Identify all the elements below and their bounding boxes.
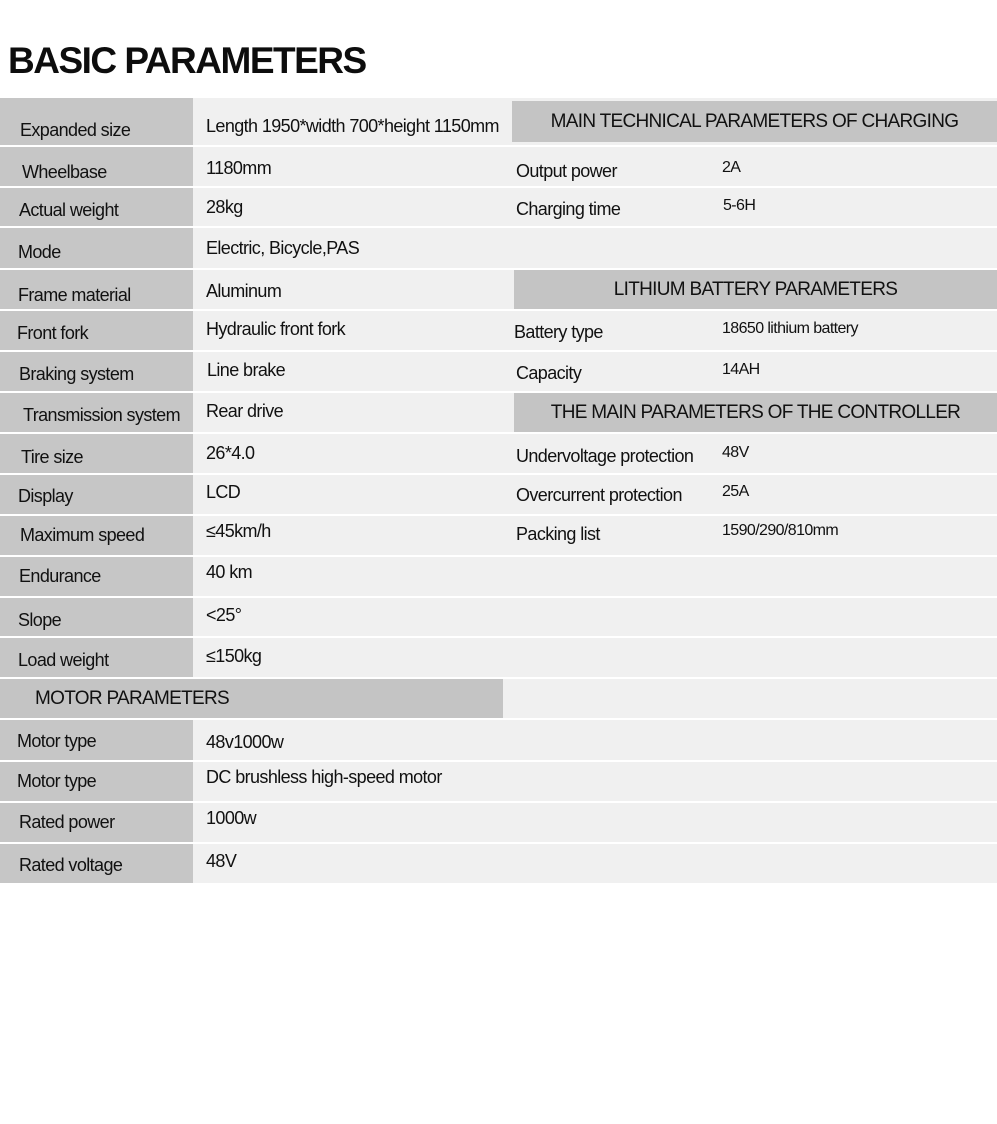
spec-label: Rated power [19,812,115,832]
spec-label: Undervoltage protection [516,446,694,466]
spec-label: Display [18,486,73,506]
spec-value: 1180mm [206,158,272,178]
spec-label: Motor type [17,731,97,751]
spec-label: Battery type [514,322,603,342]
spec-value: 14AH [722,361,760,378]
spec-label: Charging time [516,199,621,219]
spec-value: 40 km [206,562,253,582]
controller-section-header: THE MAIN PARAMETERS OF THE CONTROLLER [514,393,997,432]
spec-value: 25A [722,483,749,500]
table-row [0,147,997,186]
spec-label: Frame material [18,285,131,305]
table-row [0,188,997,226]
spec-label: Tire size [21,447,83,467]
spec-value: 18650 lithium battery [722,320,858,337]
table-row [0,516,997,555]
spec-value: 48v1000w [206,732,284,752]
spec-label: Motor type [17,771,97,791]
spec-label: Maximum speed [20,525,145,545]
battery-section-header: LITHIUM BATTERY PARAMETERS [514,270,997,309]
spec-value: 5-6H [723,197,756,214]
table-row [0,638,997,677]
spec-label: Packing list [516,524,600,544]
spec-value: DC brushless high-speed motor [206,767,442,787]
spec-value: 48V [722,444,749,461]
spec-label: Mode [18,242,61,262]
table-row [0,598,997,636]
table-row [0,228,997,268]
spec-value: Aluminum [206,281,282,301]
spec-label: Transmission system [23,405,180,425]
spec-value: 2A [722,159,741,176]
motor-section-header: MOTOR PARAMETERS [0,679,503,718]
table-row [0,557,997,596]
table-row [0,844,997,883]
table-row [0,720,997,760]
spec-value: <25° [206,605,242,625]
spec-label: Load weight [18,650,109,670]
spec-value: 28kg [206,197,243,217]
spec-label: Output power [516,161,617,181]
spec-value: 48V [206,851,237,871]
spec-value: Electric, Bicycle,PAS [206,238,360,258]
spec-value: LCD [206,482,241,502]
spec-label: Front fork [17,323,89,343]
table-row [0,762,997,801]
table-row [0,803,997,842]
spec-label: Endurance [19,566,101,586]
spec-value: Length 1950*width 700*height 1150mm [206,116,499,136]
table-row [0,352,997,391]
table-row [0,434,997,473]
spec-value: Line brake [207,360,286,380]
spec-label: Capacity [516,363,582,383]
page-title: BASIC PARAMETERS [8,40,366,81]
spec-value: 1590/290/810mm [722,522,839,539]
table-row [0,475,997,514]
spec-label: Slope [18,610,62,630]
spec-label: Expanded size [20,120,131,140]
spec-value: Hydraulic front fork [206,319,346,339]
spec-label: Actual weight [19,200,119,220]
spec-value: 1000w [206,808,257,828]
spec-label: Wheelbase [22,162,107,182]
spec-value: ≤45km/h [206,521,271,541]
spec-label: Braking system [19,364,134,384]
spec-value: ≤150kg [206,646,262,666]
spec-label: Rated voltage [19,855,123,875]
spec-label: Overcurrent protection [516,485,682,505]
spec-value: Rear drive [206,401,284,421]
charging-section-header: MAIN TECHNICAL PARAMETERS OF CHARGING [512,101,997,142]
spec-value: 26*4.0 [206,443,255,463]
